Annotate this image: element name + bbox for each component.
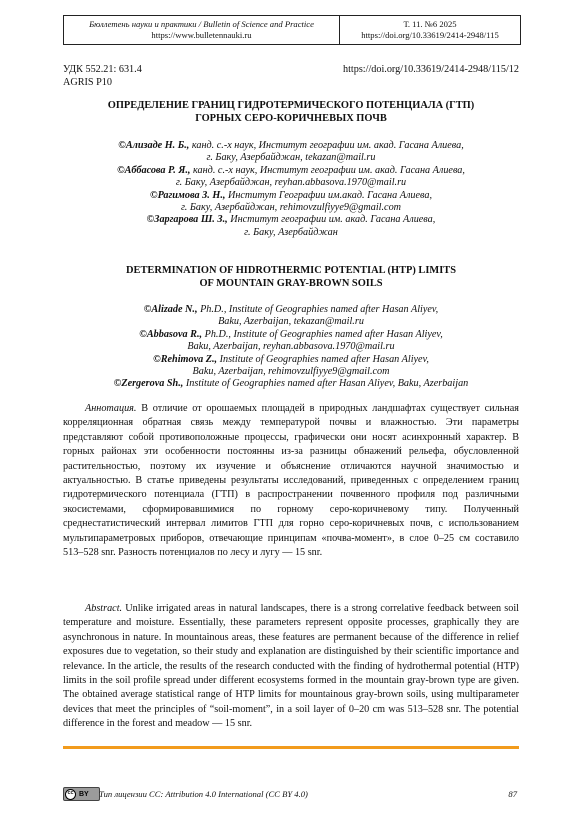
- issue-label: Т. 11. №6 2025: [403, 19, 457, 29]
- author-line: [63, 202, 519, 214]
- author-affiliation: канд. с.-х наук, Институт географии им. акад. Гасана Алиева,: [189, 140, 464, 151]
- journal-site-link[interactable]: https://www.bulletennauki.ru: [151, 30, 252, 40]
- article-meta: [63, 64, 519, 89]
- author-line: [63, 304, 519, 316]
- author-affiliation: г. Баку, Азербайджан, tekazan@mail.ru: [206, 152, 376, 164]
- author-affiliation: г. Баку, Азербайджан, reyhan.abbasova.1970@mail.ru: [175, 177, 407, 189]
- author-affiliation: г. Баку, Азербайджан, rehimovzulfiyye9@gmail.com: [180, 202, 402, 214]
- author-line: [63, 177, 519, 189]
- abstract-ru-text: В отличие от орошаемых площадей в природных ландшафтах существует сильная корреляционная обратная связь между температурой почвы и влажностью. Эти параметры представляют собой противоположные процессы, графически они носят асинхронный характер. В горных районах эти особенности постоянны из-за разницы обнажений рельефа, обусловленной растительностью, поэтому их изучение и объяснение отличаются научной значимостью и актуальностью. В статье приведены результаты исследований, приведенных с определением границ гидротермического потенциала (ГТП) в распространении почвенного профиля под различными экосистемами, сформировавшимися по горному серо-коричневому типу. Полученный среднестатистический интервал лимитов ГТП для горно серо-коричневых почв, с использованием мультипараметровых приборов, отвечающие принципам «почва-момент», в слое 0–25 см составило 513–528 snr. Разность потенциалов по лесу и лугу — 15 snr.: [63, 403, 519, 559]
- authors-ru: [63, 140, 519, 239]
- author-line: [63, 140, 519, 152]
- abstract-en-label: Abstract.: [85, 603, 123, 614]
- journal-name: Бюллетень науки и практики / Bulletin of Science and Practice: [89, 19, 314, 29]
- author-name: ©Abbasova R.,: [139, 328, 203, 340]
- authors-en: [63, 304, 519, 391]
- author-name: ©Аббасова Р. Я.,: [117, 164, 191, 176]
- license-text: Тип лицензии CC: Attribution 4.0 International (CC BY 4.0): [99, 789, 308, 799]
- author-affiliation: Ph.D., Institute of Geographies named after Hasan Aliyev,: [202, 328, 443, 340]
- author-affiliation: г. Баку, Азербайджан: [244, 226, 338, 238]
- author-line: [63, 152, 519, 164]
- author-name: ©Rehimova Z.,: [153, 353, 218, 365]
- by-icon: BY: [79, 790, 89, 798]
- author-line: [63, 190, 519, 202]
- journal-cell: [64, 16, 340, 44]
- author-affiliation: Институт Географии им.акад. Гасана Алиева,: [225, 189, 433, 201]
- title-ru-line: ОПРЕДЕЛЕНИЕ ГРАНИЦ ГИДРОТЕРМИЧЕСКОГО ПОТЕНЦИАЛА (ГТП): [107, 100, 475, 111]
- author-affiliation: канд. с.-х наук, Институт географии им. акад. Гасана Алиева,: [190, 164, 465, 176]
- author-line: [63, 165, 519, 177]
- agris-code: AGRIS P10: [63, 76, 112, 88]
- article-doi-link[interactable]: https://doi.org/10.33619/2414-2948/115/12: [342, 64, 519, 75]
- journal-header: [63, 15, 521, 45]
- title-ru: [63, 100, 519, 125]
- author-name: ©Alizade N.,: [143, 304, 198, 315]
- author-line: [63, 214, 519, 226]
- title-en-line: DETERMINATION OF HIDROTHERMIC POTENTIAL (HTP) LIMITS: [126, 265, 456, 276]
- author-affiliation: Baku, Azerbaijan, rehimovzulfiyye9@gmail.com: [192, 366, 390, 378]
- cc-license-badge[interactable]: [63, 787, 100, 801]
- title-ru-line: ГОРНЫХ СЕРО-КОРИЧНЕВЫХ ПОЧВ: [195, 112, 387, 124]
- author-line: [63, 354, 519, 366]
- author-affiliation: Baku, Azerbaijan, tekazan@mail.ru: [218, 316, 364, 328]
- udc-code: УДК 552.21: 631.4: [63, 64, 142, 75]
- title-en-line: OF MOUNTAIN GRAY-BROWN SOILS: [199, 277, 383, 289]
- footer-rule: [63, 746, 519, 749]
- author-affiliation: Institute of Geographies named after Hasan Aliyev, Baku, Azerbaijan: [183, 378, 469, 390]
- author-line: [63, 366, 519, 378]
- cc-icon: cc: [65, 789, 76, 800]
- author-name: ©Zergerova Sh.,: [113, 378, 184, 390]
- abstract-en: [63, 602, 519, 732]
- title-en: [63, 265, 519, 290]
- page-number: 87: [508, 789, 517, 799]
- author-name: ©Заргарова Ш. З.,: [146, 214, 228, 226]
- author-line: [63, 378, 519, 390]
- author-line: [63, 329, 519, 341]
- author-affiliation: Ph.D., Institute of Geographies named after Hasan Aliyev,: [197, 304, 439, 315]
- abstract-en-text: Unlike irrigated areas in natural landscapes, there is a strong correlative feedback between soil temperature and moisture. Essentially, these parameters represent opposite processes, graphically they are asynchronous in nature. In mountainous areas, these features are permanent because of the difference in relief exposures due to vegetation, so their study and explanation are distinguished by their scientific importance and relevance. In the article, the results of the research conducted with the finding of hydrothermal potential (HTP) limits in the soil profile spread under different ecosystems formed in the mountain gray-brown type are given. The obtained average statistical range of HTP limits for mountainous gray-brown soils, using multiparameter devices that meet the principles of “soil-moment”, in a soil layer of 0–20 cm was 513–528 snr. The potential difference in the forest and meadow — 15 snr.: [63, 603, 519, 730]
- abstract-ru-label: Аннотация.: [85, 403, 137, 414]
- author-affiliation: Baku, Azerbaijan, reyhan.abbasova.1970@mail.ru: [187, 341, 395, 353]
- issue-cell: [340, 16, 520, 44]
- issue-doi-link[interactable]: https://doi.org/10.33619/2414-2948/115: [361, 30, 499, 40]
- author-line: [63, 341, 519, 353]
- author-name: ©Ализаде Н. Б.,: [118, 140, 190, 151]
- author-line: [63, 316, 519, 328]
- author-affiliation: Institute of Geographies named after Hasan Aliyev,: [217, 353, 429, 365]
- abstract-ru: [63, 402, 519, 560]
- author-affiliation: Институт географии им. акад. Гасана Алиева,: [227, 214, 436, 226]
- author-line: [63, 227, 519, 239]
- author-name: ©Рагимова З. Н.,: [149, 189, 226, 201]
